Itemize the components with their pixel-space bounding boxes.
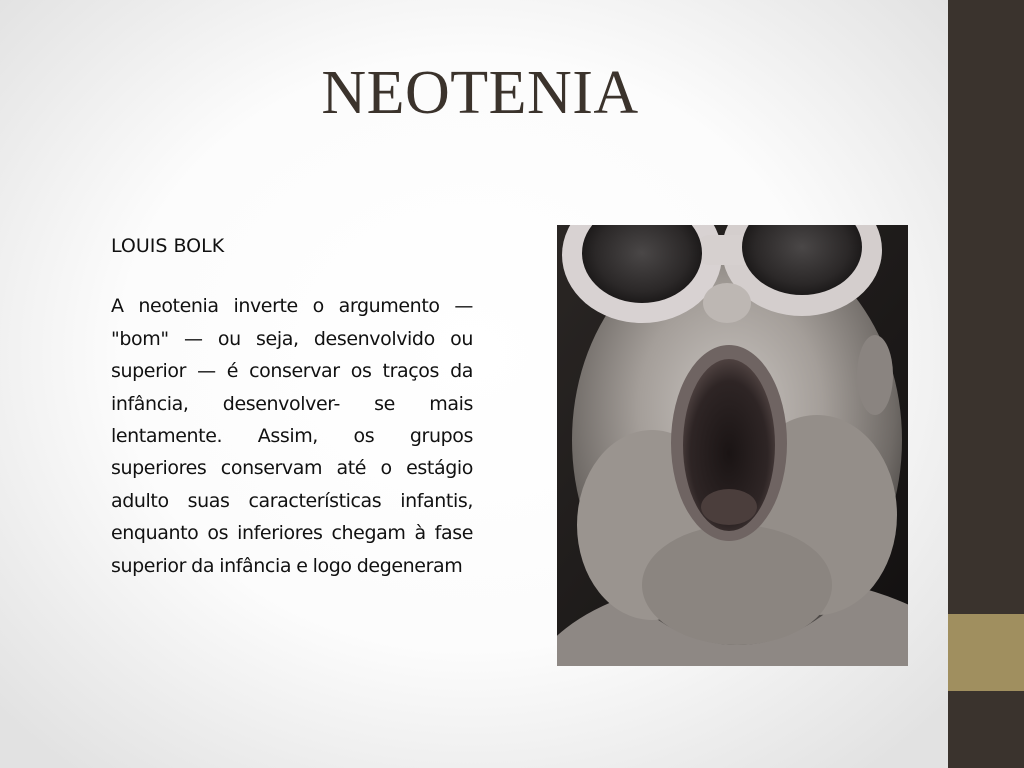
author-name: LOUIS BOLK [111, 235, 225, 257]
side-accent-block [948, 614, 1024, 691]
slide-title: NEOTENIA [321, 59, 639, 127]
text-content [111, 230, 473, 582]
baby-photo [557, 225, 908, 666]
baby-photo-illustration [557, 225, 908, 666]
body-paragraph: A neotenia inverte o argumento — "bom" — ou seja, desenvolvido ou superior — é conservar os traços da infância, desenvolver- se mais lentamente. Assim, os grupos superiores conservam até o estágio adulto suas características infantis, enquanto os inferiores chegam à fase superior da infância e logo degeneram [111, 295, 473, 577]
